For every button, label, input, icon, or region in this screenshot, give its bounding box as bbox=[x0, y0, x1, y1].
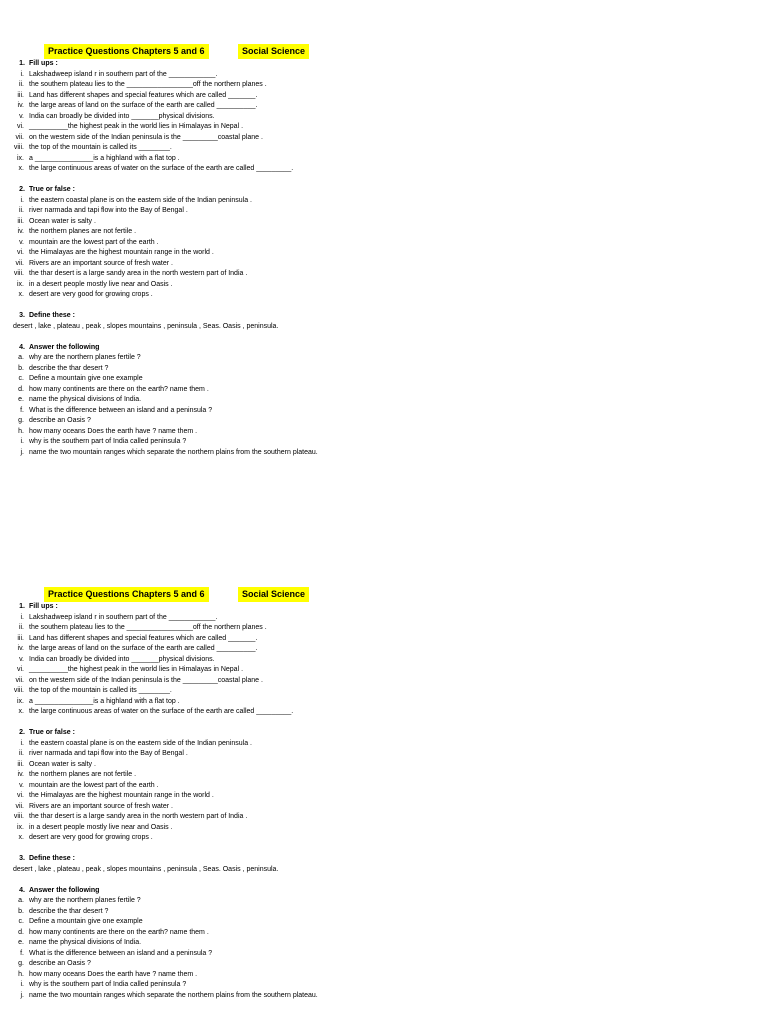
question-item bbox=[0, 406, 768, 417]
section-title: Fill ups : bbox=[29, 603, 58, 610]
question-marker: h. bbox=[18, 970, 24, 978]
question-marker: e. bbox=[18, 396, 24, 403]
question-marker: iii. bbox=[17, 217, 24, 225]
question-text: desert are very good for growing crops . bbox=[29, 291, 153, 298]
question-text: the eastern coastal plane is on the eastern side of the Indian peninsula . bbox=[29, 739, 252, 747]
question-item bbox=[0, 290, 768, 301]
question-item bbox=[0, 791, 768, 802]
question-item bbox=[0, 101, 768, 112]
answer-list bbox=[0, 353, 768, 458]
question-item bbox=[0, 760, 768, 771]
question-text: mountain are the lowest part of the earth . bbox=[29, 238, 159, 246]
section-title: Answer the following bbox=[29, 886, 100, 894]
define-heading bbox=[0, 311, 768, 322]
question-item bbox=[0, 112, 768, 123]
section-title: Define these : bbox=[29, 312, 75, 319]
worksheet-subject: Social Science bbox=[238, 587, 309, 602]
question-item bbox=[0, 655, 768, 666]
question-text: on the western side of the Indian peninsula is the _________coastal plane . bbox=[29, 676, 263, 684]
section-number: 1. bbox=[19, 603, 25, 610]
question-item bbox=[0, 949, 768, 960]
question-item bbox=[0, 143, 768, 154]
question-item bbox=[0, 206, 768, 217]
question-text: What is the difference between an island and a peninsula ? bbox=[29, 406, 213, 414]
question-item bbox=[0, 269, 768, 280]
question-marker: i. bbox=[20, 438, 24, 445]
question-text: the northern planes are not fertile . bbox=[29, 771, 137, 778]
question-marker: vi. bbox=[17, 249, 24, 256]
question-text: why is the southern part of India called peninsula ? bbox=[29, 438, 187, 445]
section-title: Define these : bbox=[29, 855, 75, 862]
question-text: name the two mountain ranges which separate the northern plains from the southern plateau. bbox=[29, 448, 318, 456]
question-item bbox=[0, 980, 768, 991]
question-marker: ii. bbox=[18, 207, 24, 214]
question-item bbox=[0, 917, 768, 928]
question-marker: ii. bbox=[18, 81, 24, 88]
question-marker: iii. bbox=[17, 634, 24, 642]
question-marker: v. bbox=[19, 238, 24, 246]
question-text: India can broadly be divided into _______physical divisions. bbox=[29, 655, 215, 663]
question-text: the southern plateau lies to the _________________off the northern planes . bbox=[29, 624, 267, 631]
question-marker: g. bbox=[18, 960, 24, 967]
question-text: Define a mountain give one example bbox=[29, 918, 143, 925]
question-marker: i. bbox=[20, 981, 24, 988]
question-marker: iii. bbox=[17, 760, 24, 768]
question-text: the eastern coastal plane is on the eastern side of the Indian peninsula . bbox=[29, 196, 252, 204]
question-text: describe an Oasis ? bbox=[29, 960, 91, 967]
question-text: why are the northern planes fertile ? bbox=[29, 897, 141, 904]
question-item bbox=[0, 154, 768, 165]
question-item bbox=[0, 238, 768, 249]
question-marker: ix. bbox=[17, 823, 24, 831]
question-item bbox=[0, 665, 768, 676]
question-marker: d. bbox=[18, 928, 24, 936]
question-text: the large continuous areas of water on the surface of the earth are called _________. bbox=[29, 165, 294, 172]
question-marker: v. bbox=[19, 655, 24, 663]
question-marker: a. bbox=[18, 897, 24, 904]
question-text: how many continents are there on the earth? name them . bbox=[29, 928, 209, 936]
question-text: describe the thar desert ? bbox=[29, 364, 109, 372]
question-text: name the physical divisions of India. bbox=[29, 939, 142, 946]
true-false-list bbox=[0, 196, 768, 301]
section-title: True or false : bbox=[29, 186, 75, 193]
question-marker: ix. bbox=[17, 697, 24, 705]
question-marker: iv. bbox=[17, 645, 24, 652]
question-marker: a. bbox=[18, 354, 24, 361]
question-text: how many oceans Does the earth have ? name them . bbox=[29, 970, 198, 978]
question-item bbox=[0, 697, 768, 708]
question-item bbox=[0, 823, 768, 834]
question-item bbox=[0, 634, 768, 645]
question-item bbox=[0, 353, 768, 364]
answer-heading bbox=[0, 886, 768, 897]
question-marker: x. bbox=[18, 834, 24, 841]
section-title: Answer the following bbox=[29, 343, 100, 351]
define-terms: desert , lake , plateau , peak , slopes mountains , peninsula , Seas. Oasis , peninsula. bbox=[13, 322, 279, 330]
question-text: the Himalayas are the highest mountain range in the world . bbox=[29, 249, 214, 256]
answer-heading bbox=[0, 343, 768, 354]
question-text: name the physical divisions of India. bbox=[29, 396, 142, 403]
worksheet-title: Practice Questions Chapters 5 and 6 bbox=[44, 44, 209, 59]
question-marker: b. bbox=[18, 364, 24, 372]
section-number: 4. bbox=[19, 343, 25, 351]
question-text: mountain are the lowest part of the earth . bbox=[29, 781, 159, 789]
question-item bbox=[0, 938, 768, 949]
question-marker: iv. bbox=[17, 102, 24, 109]
question-item bbox=[0, 907, 768, 918]
question-text: the large areas of land on the surface of the earth are called __________. bbox=[29, 645, 258, 652]
question-item bbox=[0, 707, 768, 718]
question-item bbox=[0, 781, 768, 792]
section-title: Fill ups : bbox=[29, 60, 58, 67]
question-text: the large areas of land on the surface of the earth are called __________. bbox=[29, 102, 258, 109]
question-text: the northern planes are not fertile . bbox=[29, 228, 137, 235]
question-marker: c. bbox=[18, 375, 24, 382]
worksheet-header bbox=[0, 587, 768, 602]
fill-ups-heading bbox=[0, 59, 768, 70]
question-text: the southern plateau lies to the _________________off the northern planes . bbox=[29, 81, 267, 88]
question-item bbox=[0, 448, 768, 459]
question-text: describe the thar desert ? bbox=[29, 907, 109, 915]
question-text: river narmada and tapi flow into the Bay of Bengal . bbox=[29, 750, 188, 757]
question-text: why is the southern part of India called peninsula ? bbox=[29, 981, 187, 988]
question-item bbox=[0, 749, 768, 760]
question-text: how many oceans Does the earth have ? name them . bbox=[29, 427, 198, 435]
question-text: why are the northern planes fertile ? bbox=[29, 354, 141, 361]
question-item bbox=[0, 133, 768, 144]
question-item bbox=[0, 644, 768, 655]
question-marker: iii. bbox=[17, 91, 24, 99]
question-text: __________the highest peak in the world lies in Himalayas in Nepal . bbox=[29, 666, 244, 673]
question-marker: ix. bbox=[17, 280, 24, 288]
question-text: Lakshadweep island r in southern part of the ____________. bbox=[29, 70, 218, 78]
fill-ups-list bbox=[0, 70, 768, 175]
question-item bbox=[0, 196, 768, 207]
worksheet-copy bbox=[0, 587, 768, 1001]
question-text: Ocean water is salty . bbox=[29, 217, 96, 225]
question-marker: viii. bbox=[13, 144, 24, 151]
section-number: 2. bbox=[19, 729, 25, 736]
question-marker: x. bbox=[18, 165, 24, 172]
question-marker: i. bbox=[20, 739, 24, 747]
question-marker: f. bbox=[20, 406, 24, 414]
question-item bbox=[0, 227, 768, 238]
question-marker: b. bbox=[18, 907, 24, 915]
fill-ups-list bbox=[0, 613, 768, 718]
question-text: in a desert people mostly live near and Oasis . bbox=[29, 823, 173, 831]
question-item bbox=[0, 427, 768, 438]
question-text: on the western side of the Indian peninsula is the _________coastal plane . bbox=[29, 133, 263, 141]
question-item bbox=[0, 374, 768, 385]
worksheet-copy bbox=[0, 44, 768, 458]
question-marker: viii. bbox=[13, 813, 24, 820]
question-marker: e. bbox=[18, 939, 24, 946]
question-text: in a desert people mostly live near and Oasis . bbox=[29, 280, 173, 288]
question-marker: vii. bbox=[15, 802, 24, 810]
question-marker: ii. bbox=[18, 750, 24, 757]
question-item bbox=[0, 416, 768, 427]
question-item bbox=[0, 770, 768, 781]
question-marker: v. bbox=[19, 112, 24, 120]
section-title: True or false : bbox=[29, 729, 75, 736]
question-item bbox=[0, 896, 768, 907]
question-marker: c. bbox=[18, 918, 24, 925]
question-marker: i. bbox=[20, 70, 24, 78]
worksheet-header bbox=[0, 44, 768, 59]
question-item bbox=[0, 959, 768, 970]
question-text: the large continuous areas of water on the surface of the earth are called _________. bbox=[29, 708, 294, 715]
question-marker: vii. bbox=[15, 259, 24, 267]
question-item bbox=[0, 991, 768, 1002]
question-text: the Himalayas are the highest mountain range in the world . bbox=[29, 792, 214, 799]
true-false-heading bbox=[0, 728, 768, 739]
question-marker: vii. bbox=[15, 676, 24, 684]
question-marker: iv. bbox=[17, 771, 24, 778]
fill-ups-heading bbox=[0, 602, 768, 613]
question-text: Land has different shapes and special features which are called _______. bbox=[29, 634, 258, 642]
question-item bbox=[0, 385, 768, 396]
question-text: What is the difference between an island and a peninsula ? bbox=[29, 949, 213, 957]
question-item bbox=[0, 613, 768, 624]
question-marker: vi. bbox=[17, 666, 24, 673]
question-marker: j. bbox=[20, 448, 24, 456]
question-item bbox=[0, 970, 768, 981]
question-marker: d. bbox=[18, 385, 24, 393]
question-item bbox=[0, 676, 768, 687]
question-item bbox=[0, 70, 768, 81]
question-text: name the two mountain ranges which separate the northern plains from the southern plateau. bbox=[29, 991, 318, 999]
question-text: desert are very good for growing crops . bbox=[29, 834, 153, 841]
question-marker: i. bbox=[20, 613, 24, 621]
question-text: India can broadly be divided into _______physical divisions. bbox=[29, 112, 215, 120]
question-marker: iv. bbox=[17, 228, 24, 235]
question-item bbox=[0, 686, 768, 697]
section-number: 2. bbox=[19, 186, 25, 193]
question-marker: j. bbox=[20, 991, 24, 999]
question-text: the top of the mountain is called its ________. bbox=[29, 687, 172, 694]
question-text: Land has different shapes and special features which are called _______. bbox=[29, 91, 258, 99]
question-item bbox=[0, 928, 768, 939]
question-marker: ix. bbox=[17, 154, 24, 162]
question-marker: vi. bbox=[17, 792, 24, 799]
question-text: the thar desert is a large sandy area in the north western part of India . bbox=[29, 813, 248, 820]
question-item bbox=[0, 739, 768, 750]
question-item bbox=[0, 833, 768, 844]
question-item bbox=[0, 217, 768, 228]
question-text: describe an Oasis ? bbox=[29, 417, 91, 424]
section-number: 1. bbox=[19, 60, 25, 67]
define-terms: desert , lake , plateau , peak , slopes mountains , peninsula , Seas. Oasis , peninsula. bbox=[13, 865, 279, 873]
question-item bbox=[0, 364, 768, 375]
question-text: Rivers are an important source of fresh water . bbox=[29, 802, 173, 810]
section-number: 4. bbox=[19, 886, 25, 894]
question-text: Lakshadweep island r in southern part of the ____________. bbox=[29, 613, 218, 621]
worksheet-title: Practice Questions Chapters 5 and 6 bbox=[44, 587, 209, 602]
question-marker: x. bbox=[18, 708, 24, 715]
question-text: Ocean water is salty . bbox=[29, 760, 96, 768]
question-text: the thar desert is a large sandy area in the north western part of India . bbox=[29, 270, 248, 277]
question-marker: x. bbox=[18, 291, 24, 298]
question-text: how many continents are there on the earth? name them . bbox=[29, 385, 209, 393]
question-marker: vii. bbox=[15, 133, 24, 141]
answer-list bbox=[0, 896, 768, 1001]
question-item bbox=[0, 812, 768, 823]
question-marker: viii. bbox=[13, 687, 24, 694]
question-marker: h. bbox=[18, 427, 24, 435]
true-false-heading bbox=[0, 185, 768, 196]
question-marker: f. bbox=[20, 949, 24, 957]
question-text: a _______________is a highland with a flat top . bbox=[29, 697, 180, 705]
question-text: Define a mountain give one example bbox=[29, 375, 143, 382]
question-item bbox=[0, 91, 768, 102]
question-item bbox=[0, 122, 768, 133]
question-marker: i. bbox=[20, 196, 24, 204]
question-item bbox=[0, 395, 768, 406]
question-text: a _______________is a highland with a flat top . bbox=[29, 154, 180, 162]
worksheet-subject: Social Science bbox=[238, 44, 309, 59]
question-marker: g. bbox=[18, 417, 24, 424]
question-text: river narmada and tapi flow into the Bay of Bengal . bbox=[29, 207, 188, 214]
question-marker: ii. bbox=[18, 624, 24, 631]
true-false-list bbox=[0, 739, 768, 844]
question-item bbox=[0, 248, 768, 259]
question-item bbox=[0, 623, 768, 634]
question-item bbox=[0, 802, 768, 813]
question-marker: v. bbox=[19, 781, 24, 789]
question-text: Rivers are an important source of fresh water . bbox=[29, 259, 173, 267]
define-heading bbox=[0, 854, 768, 865]
question-text: __________the highest peak in the world lies in Himalayas in Nepal . bbox=[29, 123, 244, 130]
question-marker: vi. bbox=[17, 123, 24, 130]
section-number: 3. bbox=[19, 855, 25, 862]
section-number: 3. bbox=[19, 312, 25, 319]
question-item bbox=[0, 280, 768, 291]
question-item bbox=[0, 437, 768, 448]
question-marker: viii. bbox=[13, 270, 24, 277]
question-text: the top of the mountain is called its ________. bbox=[29, 144, 172, 151]
question-item bbox=[0, 80, 768, 91]
question-item bbox=[0, 164, 768, 175]
question-item bbox=[0, 259, 768, 270]
